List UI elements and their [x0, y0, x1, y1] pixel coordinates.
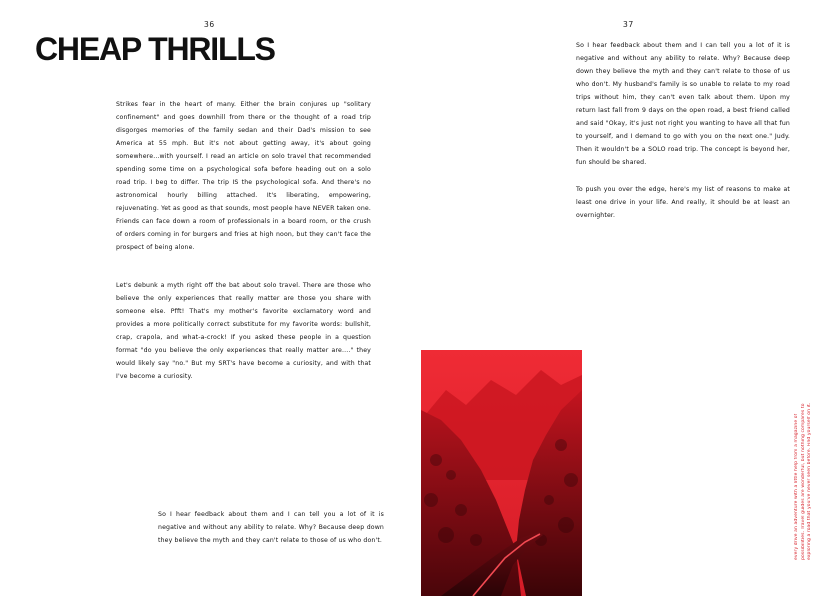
right-paragraph-2: To push you over the edge, here's my list of reasons to make at least one drive in your life. And really, it should be at least an overnighter.	[576, 186, 790, 219]
page-number-left: 36	[204, 20, 215, 29]
side-caption	[788, 400, 828, 560]
side-caption-line-2: possibilities. Travel guides are wonderful, but nothing compares to	[800, 403, 806, 560]
road-photo-illustration	[421, 350, 582, 596]
side-caption-line-1: every drive an adventure with a little help from a magazine of	[794, 413, 799, 560]
left-paragraph-3: So I hear feedback about them and I can tell you a lot of it is negative and without any ability to relate. Why? Because deep down they believe the myth and they can't relate to those of us who don't.	[158, 511, 384, 544]
side-caption-line-3: exploring a road that you've never seen before. Find yourself on it.	[807, 402, 812, 560]
left-paragraph-1: Strikes fear in the heart of many. Either the brain conjures up "solitary confinement" and goes downhill from there or the thought of a road trip disgorges memories of the family sedan and their Dad's mission to see America at 55 mph. But it's not about getting away, it's about going somewhere...with yourself. I read an article on solo travel that recommended spending some time on a psychological sofa before heading out on a solo road trip. I beg to differ. The trip IS the psychological sofa. And there's no astronomical hourly billing attached. It's liberating, empowering, rejuvenating. Yet as good as that sounds, most people have NEVER taken one. Friends can face down a room of professionals in a board room, or the crush of orders coming in for burgers and fries at high noon, but they can't face the prospect of being alone.	[116, 101, 371, 251]
page-number-right: 37	[623, 20, 634, 29]
article-title: CHEAP THRILLS	[35, 31, 275, 67]
road-photo	[421, 350, 582, 596]
right-paragraph-1: So I hear feedback about them and I can tell you a lot of it is negative and without any ability to relate. Why? Because deep down they believe the myth and they can't relate to those of us who don't. My husband's family is so unable to relate to my road trips without him, they can't even talk about them. Upon my return last fall from 9 days on the open road, a best friend called and said "Okay, it's just not right you wanting to have all that fun to yourself, and I demand to go with you on the next one." Judy. Then it wouldn't be a SOLO road trip. The concept is beyond her, fun should be shared.	[576, 42, 790, 166]
side-caption-text	[794, 400, 814, 560]
left-paragraph-2: Let's debunk a myth right off the bat about solo travel. There are those who believe the only experiences that really matter are those you share with someone else. Pfft! That's my mother's favorite exclamatory word and provides a more politically correct substitute for my favorite words: bullshit, crap, crapola, and what-a-crock! If you asked these people in a question format "do you believe the only experiences that really matter are...." they would likely say "no." But my SRT's have become a curiosity, and with that I've become a curiosity.	[116, 282, 371, 380]
